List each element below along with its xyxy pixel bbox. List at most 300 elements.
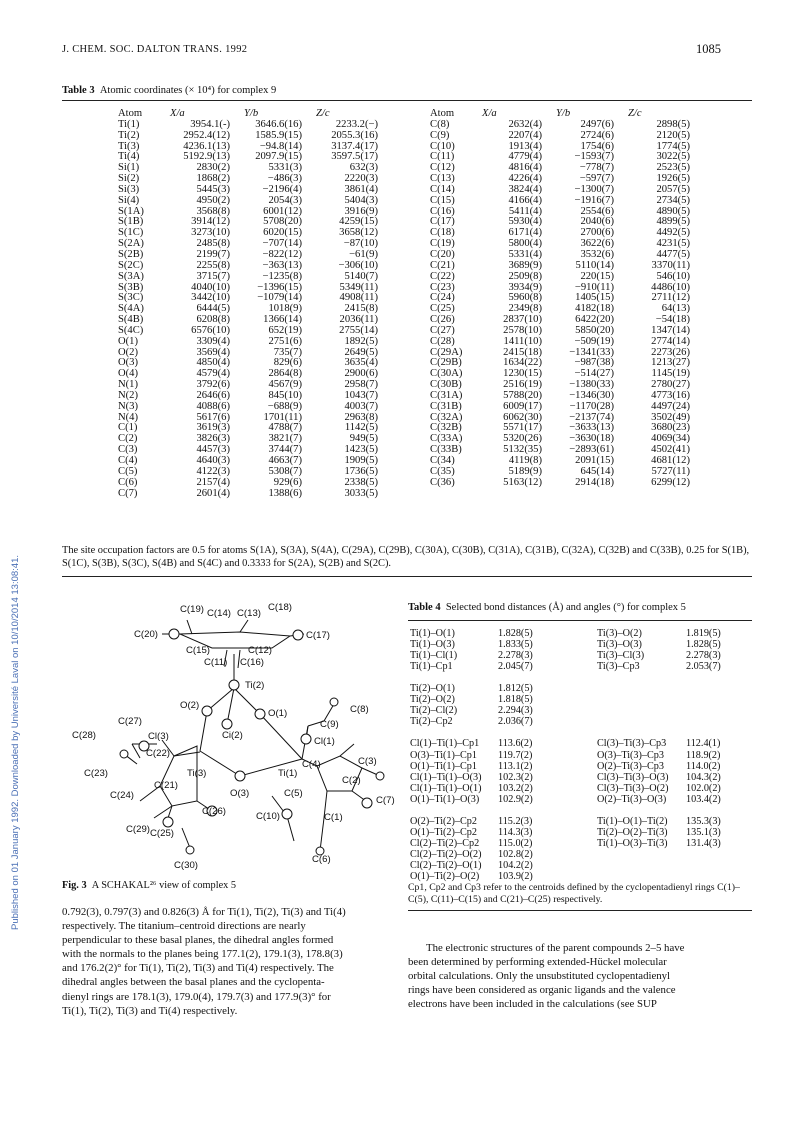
x-cell: 5320(26) — [503, 433, 542, 445]
atom-label: C(15) — [186, 645, 210, 656]
y-cell: −1916(7) — [574, 194, 614, 206]
x-cell: 2485(8) — [196, 238, 230, 250]
atom-label: C(2) — [342, 775, 361, 786]
x-cell: 4579(4) — [196, 368, 230, 380]
atom-label: C(27) — [118, 716, 142, 727]
atom-cell: C(32B) — [430, 422, 462, 434]
bond-label: Ti(2)–O(2) — [410, 694, 455, 706]
bond-value: 113.1(2) — [498, 760, 533, 772]
y-cell: 2097.9(15) — [255, 151, 302, 163]
table4-top-rule — [408, 620, 752, 621]
bond-value: 2.294(3) — [498, 705, 533, 717]
y-cell: 6422(20) — [575, 314, 614, 326]
x-cell: 5571(17) — [503, 422, 542, 434]
z-cell: 2780(27) — [651, 379, 690, 391]
table-row — [118, 489, 400, 500]
col-header-zc: Z/c — [628, 108, 642, 119]
y-cell: −987(38) — [574, 357, 614, 369]
body-text-left — [62, 905, 398, 1018]
z-cell: 5404(3) — [344, 194, 378, 206]
y-cell: −1593(7) — [574, 151, 614, 163]
bond-value: 102.3(2) — [498, 771, 533, 783]
y-cell: 829(6) — [273, 357, 302, 369]
atom-cell: C(30A) — [430, 368, 463, 380]
text-line: been determined by performing extended-Hückel molecular — [408, 956, 667, 969]
y-cell: −2196(4) — [262, 183, 302, 195]
y-cell: −3633(13) — [569, 422, 614, 434]
bond-value: 1.828(5) — [498, 628, 533, 639]
atom-cell: C(26) — [430, 314, 455, 326]
x-cell: 6208(8) — [196, 314, 230, 326]
z-cell: 2120(5) — [656, 129, 690, 141]
y-cell: −910(11) — [574, 281, 614, 293]
y-cell: 2554(6) — [580, 205, 614, 217]
z-cell: 4003(7) — [344, 400, 378, 412]
y-cell: 6001(12) — [263, 205, 302, 217]
z-cell: 1142(5) — [344, 422, 378, 434]
x-cell: 4226(4) — [508, 173, 542, 185]
atom-cell: N(4) — [118, 411, 139, 423]
z-cell: 1774(5) — [656, 140, 690, 152]
z-cell: 2233.2(−) — [335, 118, 378, 130]
x-cell: 5617(6) — [196, 411, 230, 423]
table3-footnote: The site occupation factors are 0.5 for atoms S(1A), S(3A), S(4A), C(29A), C(29B), C(30A), C(30B), C(31A), C(31B), C(32A), C(32B) and C(33B), 0.25 for S(1B), S(1C), S(3B), S(3C), S(4B) and S(4C) and 0.3333 for S(2A), S(2B) and S(2C). — [62, 545, 750, 569]
bond-value: 1.818(5) — [498, 694, 533, 706]
table-row — [430, 196, 712, 207]
bond-value: 135.1(3) — [686, 826, 721, 838]
bond-label: Cl(3)–Ti(3)–O(2) — [597, 782, 669, 794]
table-row — [118, 272, 400, 283]
atom-label: C(21) — [154, 780, 178, 791]
bond-label: Ti(2)–Cp2 — [410, 716, 453, 728]
atom-cell: S(4A) — [118, 303, 144, 315]
y-cell: 2040(6) — [580, 216, 614, 228]
bond-label — [597, 694, 669, 705]
atom-label: O(1) — [268, 708, 288, 719]
y-cell: 2751(6) — [268, 335, 302, 347]
atom-cell: C(36) — [430, 476, 455, 488]
atom-label: C(25) — [150, 828, 174, 839]
z-cell: 2711(12) — [651, 292, 690, 304]
z-cell: 2036(11) — [339, 314, 378, 326]
atom-label: C(9) — [320, 719, 339, 730]
y-cell: −94.8(14) — [259, 140, 302, 152]
x-cell: 3715(7) — [196, 270, 230, 282]
atom-cell: S(4C) — [118, 324, 144, 336]
bond-label — [597, 683, 669, 694]
x-cell: 2516(19) — [503, 379, 542, 391]
bond-value — [686, 672, 721, 683]
bond-label: Ti(1)–O(3)–Ti(3) — [597, 837, 668, 849]
atom-cell: O(2) — [118, 346, 139, 358]
table4-right-labels — [597, 628, 669, 849]
bond-value — [686, 805, 721, 816]
z-cell: 1213(27) — [651, 357, 690, 369]
y-cell: 4567(9) — [268, 379, 302, 391]
z-cell: 2774(14) — [651, 335, 690, 347]
page-number: 1085 — [696, 42, 721, 56]
z-cell: 3502(49) — [651, 411, 690, 423]
z-cell: 4773(16) — [651, 389, 690, 401]
z-cell: 949(5) — [349, 433, 378, 445]
y-cell: 3646.6(16) — [255, 118, 302, 130]
y-cell: 2497(6) — [580, 118, 614, 130]
text-line: and 176.2(2)° for Ti(1), Ti(2), Ti(3) and Ti(4) respectively. The — [62, 962, 334, 975]
bond-value: 103.2(2) — [498, 782, 533, 794]
atom-cell: Si(2) — [118, 173, 140, 185]
atom-cell: C(19) — [430, 238, 455, 250]
atom-cell: Ti(4) — [118, 151, 140, 163]
atom-cell: S(1C) — [118, 227, 144, 239]
z-cell: 4908(11) — [339, 292, 378, 304]
table4-right-values — [686, 628, 721, 849]
x-cell: 1230(15) — [503, 368, 542, 380]
atom-cell: C(5) — [118, 465, 138, 477]
bond-label: O(2)–Ti(3)–O(3) — [597, 793, 667, 805]
x-cell: 4816(4) — [508, 162, 542, 174]
bond-value — [686, 716, 721, 727]
bond-label: Ti(2)–O(1) — [410, 683, 455, 695]
y-cell: −1380(33) — [569, 379, 614, 391]
bond-label: Ti(3)–Cp3 — [597, 661, 640, 673]
atom-cell: C(1) — [118, 422, 138, 434]
figure3-molecule — [62, 596, 402, 876]
atom-label: C(14) — [207, 608, 231, 619]
atom-cell: C(10) — [430, 140, 455, 152]
atom-label: C(24) — [110, 790, 134, 801]
atom-cell: S(4B) — [118, 314, 144, 326]
text-line: dienyl rings are 178.1(3), 179.0(4), 179.7(3) and 177.9(3)° for — [62, 990, 331, 1003]
y-cell: −1300(7) — [574, 183, 614, 195]
bond-value — [686, 683, 721, 694]
y-cell: 1585.9(15) — [255, 129, 302, 141]
x-cell: 2646(6) — [196, 389, 230, 401]
col-header-yb: Y/b — [556, 108, 571, 119]
x-cell: 5132(35) — [503, 444, 542, 456]
z-cell: 2338(5) — [344, 476, 378, 488]
y-cell: 4182(18) — [575, 303, 614, 315]
x-cell: 2601(4) — [196, 487, 230, 499]
y-cell: −1079(14) — [257, 292, 302, 304]
x-cell: 1868(2) — [196, 173, 230, 185]
atom-cell: C(12) — [430, 162, 455, 174]
bond-label: Ti(1)–O(1)–Ti(2) — [597, 815, 668, 827]
atom-cell: C(9) — [430, 129, 450, 141]
atom-label: C(22) — [146, 748, 170, 759]
x-cell: 3914(12) — [191, 216, 230, 228]
col-header-xa: X/a — [482, 108, 497, 119]
y-cell: 5331(3) — [268, 162, 302, 174]
x-cell: 2349(8) — [508, 303, 542, 315]
atom-cell: S(2C) — [118, 259, 144, 271]
table-row — [118, 402, 400, 413]
table3-caption: Table 3 Atomic coordinates (× 10⁴) for complex 9 — [62, 85, 277, 96]
col-header-zc: Z/c — [316, 108, 330, 119]
atom-cell: C(35) — [430, 465, 455, 477]
atom-cell: C(11) — [430, 151, 455, 163]
x-cell: 2207(4) — [508, 129, 542, 141]
bond-value: 102.0(2) — [686, 782, 721, 794]
z-cell: 6299(12) — [651, 476, 690, 488]
bond-value: 1.819(5) — [686, 628, 721, 639]
z-cell: 4681(12) — [651, 455, 690, 466]
atom-cell: C(24) — [430, 292, 455, 304]
y-cell: 5708(20) — [263, 216, 302, 228]
x-cell: 2837(10) — [503, 314, 542, 326]
atom-cell: C(7) — [118, 487, 138, 499]
text-line: dihedral angles between the basal planes and the cyclopenta- — [62, 976, 325, 989]
atom-label: C(11) — [204, 657, 228, 668]
z-cell: 1347(14) — [651, 324, 690, 336]
z-cell: 3916(9) — [344, 205, 378, 217]
atom-label: Cl(1) — [314, 736, 335, 747]
y-cell: −822(12) — [262, 248, 302, 260]
y-cell: 4788(7) — [268, 422, 302, 434]
atom-label: C(4) — [302, 759, 321, 770]
y-cell: 2724(6) — [580, 129, 614, 141]
table-row — [118, 196, 400, 207]
atom-cell: N(2) — [118, 389, 139, 401]
bond-label — [597, 716, 669, 727]
z-cell: 3022(5) — [656, 151, 690, 163]
table-row — [118, 131, 400, 142]
z-cell: 2900(6) — [344, 368, 378, 380]
bond-value: 135.3(3) — [686, 815, 721, 827]
bond-label: Ti(1)–O(1) — [410, 628, 455, 639]
z-cell: 3033(5) — [344, 487, 378, 499]
atom-cell: N(3) — [118, 400, 139, 412]
atom-cell: C(34) — [430, 455, 455, 466]
x-cell: 5960(8) — [508, 292, 542, 304]
z-cell: 4259(15) — [339, 216, 378, 228]
z-cell: 3137.4(17) — [331, 140, 378, 152]
atom-cell: S(3B) — [118, 281, 144, 293]
atom-cell: C(22) — [430, 270, 455, 282]
z-cell: 4890(5) — [656, 205, 690, 217]
body-text-right — [408, 941, 752, 1011]
y-cell: −2137(74) — [569, 411, 614, 423]
atom-cell: S(2A) — [118, 238, 144, 250]
x-cell: 4457(3) — [196, 444, 230, 456]
y-cell: 2091(15) — [575, 455, 614, 466]
atom-cell: Ti(1) — [118, 118, 140, 130]
y-cell: 3532(6) — [580, 248, 614, 260]
atom-cell: C(21) — [430, 259, 455, 271]
bond-value: 115.0(2) — [498, 837, 533, 849]
atom-cell: C(17) — [430, 216, 455, 228]
atom-cell: C(13) — [430, 173, 455, 185]
y-cell: −2893(61) — [569, 444, 614, 456]
atom-label: O(3) — [230, 788, 250, 799]
bond-label: O(3)–Ti(3)–Cp3 — [597, 749, 664, 761]
z-cell: 2649(5) — [344, 346, 378, 358]
table-row — [430, 131, 712, 142]
y-cell: 2054(3) — [268, 194, 302, 206]
text-line: electrons have been included in the calculations (see SUP — [408, 998, 657, 1011]
atom-label: C(28) — [72, 730, 96, 741]
bond-value: 1.833(5) — [498, 639, 533, 651]
z-cell: 546(10) — [656, 270, 690, 282]
bond-value — [498, 727, 533, 738]
x-cell: 4166(4) — [508, 194, 542, 206]
x-cell: 2199(7) — [196, 248, 230, 260]
x-cell: 3824(4) — [508, 183, 542, 195]
z-cell: 3597.5(17) — [331, 151, 378, 163]
bond-value: 1.828(5) — [686, 639, 721, 651]
z-cell: 5727(11) — [651, 465, 690, 477]
atom-cell: C(23) — [430, 281, 455, 293]
z-cell: 2057(5) — [656, 183, 690, 195]
journal-header: J. CHEM. SOC. DALTON TRANS. 1992 — [62, 44, 248, 55]
bond-value: 1.812(5) — [498, 683, 533, 695]
table3-bottom-rule — [62, 576, 752, 577]
z-cell: 4069(34) — [651, 433, 690, 445]
atom-cell: N(1) — [118, 379, 139, 391]
z-cell: 1892(5) — [344, 335, 378, 347]
z-cell: 2963(8) — [344, 411, 378, 423]
z-cell: −54(18) — [655, 314, 690, 326]
x-cell: 2830(2) — [196, 162, 230, 174]
y-cell: −688(9) — [267, 400, 302, 412]
x-cell: 6171(4) — [508, 227, 542, 239]
atom-cell: Ti(2) — [118, 129, 140, 141]
atom-label: C(13) — [237, 608, 261, 619]
bond-label: O(2)–Ti(2)–Cp2 — [410, 815, 477, 827]
bond-label — [410, 805, 482, 816]
z-cell: 1736(5) — [344, 465, 378, 477]
table4-caption: Table 4 Selected bond distances (Å) and angles (°) for complex 5 — [408, 602, 686, 613]
x-cell: 4850(4) — [196, 357, 230, 369]
x-cell: 2578(10) — [503, 324, 542, 336]
atom-cell: C(20) — [430, 248, 455, 260]
atom-label: C(20) — [134, 629, 158, 640]
z-cell: 3370(11) — [651, 259, 690, 271]
x-cell: 5331(4) — [508, 248, 542, 260]
y-cell: 2700(6) — [580, 227, 614, 239]
bond-value: 103.9(2) — [498, 871, 533, 883]
bond-label: O(1)–Ti(2)–O(2) — [410, 871, 480, 883]
atom-label: C(23) — [84, 768, 108, 779]
y-cell: 4663(7) — [268, 455, 302, 466]
atom-cell: Si(3) — [118, 183, 140, 195]
bond-value: 2.045(7) — [498, 661, 533, 673]
atom-label: C(17) — [306, 630, 330, 641]
z-cell: 4899(5) — [656, 216, 690, 228]
atom-cell: C(8) — [430, 118, 450, 130]
x-cell: 5788(20) — [503, 389, 542, 401]
bond-label: O(3)–Ti(1)–Cp1 — [410, 749, 477, 761]
z-cell: 1926(5) — [656, 173, 690, 185]
bond-label: Ti(2)–Cl(2) — [410, 705, 458, 717]
text-line: rings have been considered as organic ligands and the valence — [408, 984, 676, 997]
bond-label: O(1)–Ti(1)–Cp1 — [410, 760, 477, 772]
atom-cell: S(3C) — [118, 292, 144, 304]
text-line: respectively. The titanium–centroid directions are nearly — [62, 920, 306, 933]
atom-label: Ci(2) — [222, 730, 243, 741]
atom-label: C(7) — [376, 795, 395, 806]
bond-value: 2.278(3) — [498, 650, 533, 662]
z-cell: 3861(4) — [344, 183, 378, 195]
x-cell: 3309(4) — [196, 335, 230, 347]
x-cell: 6576(10) — [191, 324, 230, 336]
y-cell: −363(13) — [262, 259, 302, 271]
z-cell: 2734(5) — [656, 194, 690, 206]
text-line: 0.792(3), 0.797(3) and 0.826(3) Å for Ti(1), Ti(2), Ti(3) and Ti(4) — [62, 906, 346, 918]
z-cell: 4486(10) — [651, 281, 690, 293]
y-cell: 1754(6) — [580, 140, 614, 152]
y-cell: 2864(8) — [268, 368, 302, 380]
bond-label — [597, 727, 669, 738]
atom-cell: C(4) — [118, 455, 138, 466]
y-cell: 1405(15) — [575, 292, 614, 304]
download-watermark: Published on 01 January 1992. Downloaded by Université Laval on 10/10/2014 13:08:41. — [10, 555, 21, 930]
table-row — [118, 478, 400, 489]
x-cell: 6009(17) — [503, 400, 542, 412]
y-cell: 3622(6) — [580, 238, 614, 250]
x-cell: 1634(22) — [503, 357, 542, 369]
bond-label: Ti(1)–Cl(1) — [410, 650, 458, 662]
bond-value: 2.036(7) — [498, 716, 533, 728]
bond-value: 114.0(2) — [686, 760, 721, 772]
table-row — [430, 402, 712, 413]
figure3-caption: Fig. 3 A SCHAKAL²⁶ view of complex 5 — [62, 880, 237, 891]
bond-label — [410, 727, 482, 738]
bond-label: Cl(1)–Ti(1)–O(3) — [410, 771, 482, 783]
y-cell: 929(6) — [273, 476, 302, 488]
z-cell: 5140(7) — [344, 270, 378, 282]
bond-value: 112.4(1) — [686, 738, 721, 750]
bond-label: O(2)–Ti(3)–Cp3 — [597, 760, 664, 772]
atom-cell: O(4) — [118, 368, 139, 380]
atom-label: C(18) — [268, 602, 292, 613]
z-cell: 2523(5) — [656, 162, 690, 174]
atom-label: C(29) — [126, 824, 150, 835]
x-cell: 2632(4) — [508, 118, 542, 130]
bond-label: Cl(2)–Ti(2)–O(1) — [410, 859, 482, 871]
x-cell: 3619(3) — [196, 422, 230, 434]
atom-label: Ti(3) — [187, 768, 207, 779]
x-cell: 2952.4(12) — [183, 129, 230, 141]
x-cell: 4236.1(13) — [183, 140, 230, 152]
y-cell: 1388(6) — [268, 487, 302, 499]
y-cell: 1701(11) — [263, 411, 302, 423]
z-cell: 2220(3) — [344, 173, 378, 185]
z-cell: 4502(41) — [651, 444, 690, 456]
table4-note: Cp1, Cp2 and Cp3 refer to the centroids defined by the cyclopentadienyl rings C(1)–C(5), C(11)–C(15) and C(21)–C(25) respectively. — [408, 882, 740, 905]
bond-value: 114.3(3) — [498, 826, 533, 838]
atom-cell: C(18) — [430, 227, 455, 239]
bond-value: 102.9(2) — [498, 793, 533, 805]
z-cell: 1423(5) — [344, 444, 378, 456]
table4-left-values — [498, 628, 533, 882]
atom-label: Ti(2) — [245, 680, 265, 691]
atom-label: C(6) — [312, 854, 331, 865]
atom-cell: C(33A) — [430, 433, 463, 445]
atom-cell: C(25) — [430, 303, 455, 315]
table4-left-labels — [410, 628, 482, 882]
y-cell: 6020(15) — [263, 227, 302, 239]
z-cell: 2273(26) — [651, 346, 690, 358]
y-cell: 3821(7) — [268, 433, 302, 445]
bond-label: O(1)–Ti(1)–O(3) — [410, 793, 480, 805]
atom-cell: O(3) — [118, 357, 139, 369]
bond-value: 119.7(2) — [498, 749, 533, 761]
bond-label: Ti(2)–O(2)–Ti(3) — [597, 826, 668, 838]
col-header-xa: X/a — [170, 108, 185, 119]
y-cell: −1341(33) — [569, 346, 614, 358]
atom-label: C(3) — [358, 756, 377, 767]
y-cell: 1366(14) — [263, 314, 302, 326]
